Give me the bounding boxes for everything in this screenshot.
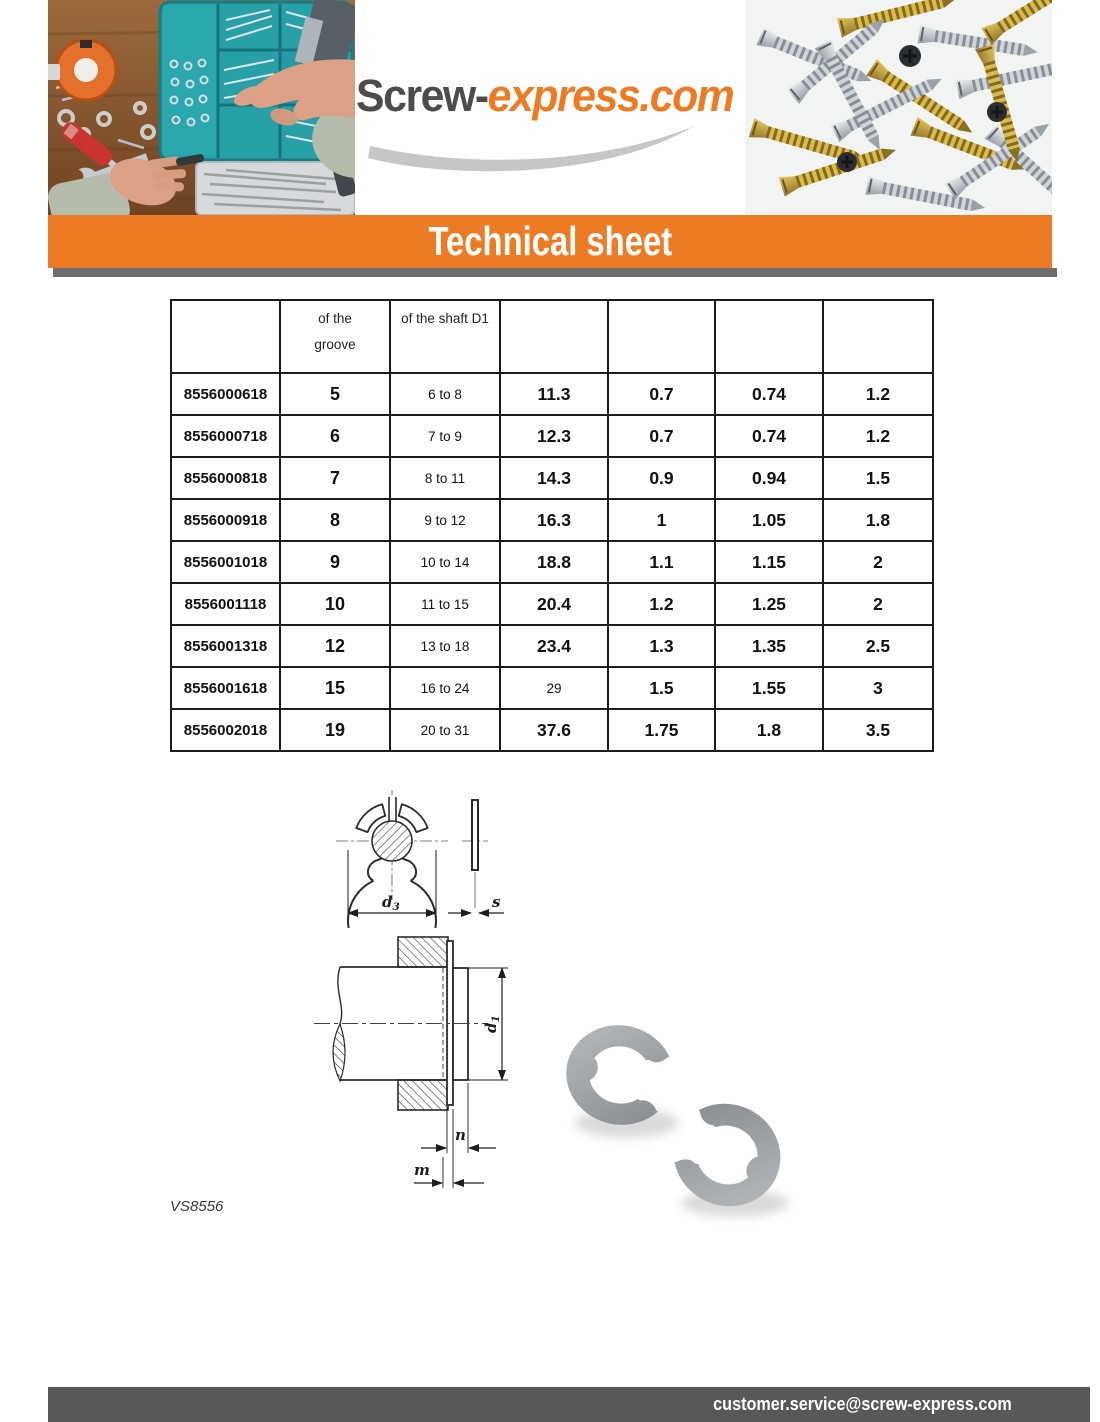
part-number-cell: 8556002018 [171, 709, 280, 751]
value-cell: 1.8 [715, 709, 823, 751]
reference-code: VS8556 [170, 1198, 224, 1215]
eclip-1 [547, 1006, 692, 1143]
value-cell: 0.74 [715, 373, 823, 415]
value-cell: 12.3 [500, 415, 608, 457]
part-number-cell: 8556000618 [171, 373, 280, 415]
table-row [171, 415, 933, 457]
groove-cell: 12 [280, 625, 390, 667]
shaft-range-cell: 9 to 12 [390, 499, 500, 541]
shaft-range-cell: 20 to 31 [390, 709, 500, 751]
table-row [171, 625, 933, 667]
value-cell: 18.8 [500, 541, 608, 583]
groove-cell: 19 [280, 709, 390, 751]
logo-text-orange: express.com [487, 70, 734, 121]
value-cell: 1.35 [715, 625, 823, 667]
part-number-cell: 8556000918 [171, 499, 280, 541]
logo [356, 70, 746, 180]
shaft-section-drawing [300, 935, 540, 1205]
value-cell: 1.25 [715, 583, 823, 625]
groove-cell: 5 [280, 373, 390, 415]
value-cell: 0.74 [715, 415, 823, 457]
shaft-range-cell: 6 to 8 [390, 373, 500, 415]
value-cell: 1.5 [823, 457, 933, 499]
header-cell-empty [171, 300, 280, 373]
groove-cell: 15 [280, 667, 390, 709]
header-cell-empty [715, 300, 823, 373]
table-row [171, 373, 933, 415]
part-number-cell: 8556000718 [171, 415, 280, 457]
value-cell: 3 [823, 667, 933, 709]
groove-cell: 8 [280, 499, 390, 541]
value-cell: 0.7 [608, 415, 715, 457]
value-cell: 1.75 [608, 709, 715, 751]
dim-label-d3: $d_3$ [382, 893, 400, 913]
part-number-cell: 8556001318 [171, 625, 280, 667]
table-header-row [171, 300, 933, 373]
part-number-cell: 8556001018 [171, 541, 280, 583]
shaft-range-cell: 13 to 18 [390, 625, 500, 667]
shaft-range-cell: 11 to 15 [390, 583, 500, 625]
header-cell-empty [823, 300, 933, 373]
logo-text-gray: Screw- [356, 70, 488, 121]
shaft-range-cell: 7 to 9 [390, 415, 500, 457]
dimensions-table [170, 299, 934, 752]
logo-swoosh [368, 124, 698, 174]
dim-label-d1: $d_1$ [482, 1015, 502, 1033]
dim-label-m: m [414, 1161, 430, 1179]
shaft-range-cell: 8 to 11 [390, 457, 500, 499]
table-row [171, 499, 933, 541]
table-row [171, 667, 933, 709]
header-cell-groove: of the groove [280, 300, 390, 373]
part-number-cell: 8556001618 [171, 667, 280, 709]
shaft-range-cell: 10 to 14 [390, 541, 500, 583]
eclip-front-view-drawing [312, 788, 527, 928]
value-cell: 29 [500, 667, 608, 709]
table-row [171, 457, 933, 499]
table-row [171, 541, 933, 583]
header-cell-shaft: of the shaft D1 [390, 300, 500, 373]
value-cell: 1.3 [608, 625, 715, 667]
value-cell: 0.94 [715, 457, 823, 499]
value-cell: 1.5 [608, 667, 715, 709]
value-cell: 3.5 [823, 709, 933, 751]
value-cell: 1.05 [715, 499, 823, 541]
banner-shadow-strip [53, 268, 1057, 277]
part-number-cell: 8556001118 [171, 583, 280, 625]
dim-label-n: n [455, 1126, 466, 1144]
value-cell: 0.9 [608, 457, 715, 499]
value-cell: 2 [823, 541, 933, 583]
header-cell-empty [608, 300, 715, 373]
header-cell-empty [500, 300, 608, 373]
footer-bar [48, 1387, 1090, 1422]
dim-label-s: s [492, 893, 501, 911]
table-row [171, 583, 933, 625]
groove-cell: 6 [280, 415, 390, 457]
value-cell: 2 [823, 583, 933, 625]
groove-cell: 7 [280, 457, 390, 499]
value-cell: 1.1 [608, 541, 715, 583]
value-cell: 23.4 [500, 625, 608, 667]
workbench-photo [48, 0, 355, 215]
value-cell: 37.6 [500, 709, 608, 751]
groove-cell: 9 [280, 541, 390, 583]
value-cell: 1.15 [715, 541, 823, 583]
value-cell: 11.3 [500, 373, 608, 415]
shaft-range-cell: 16 to 24 [390, 667, 500, 709]
eclips-product-photo [545, 1005, 805, 1230]
table-row [171, 709, 933, 751]
value-cell: 0.7 [608, 373, 715, 415]
value-cell: 1 [608, 499, 715, 541]
value-cell: 1.2 [823, 415, 933, 457]
value-cell: 20.4 [500, 583, 608, 625]
value-cell: 1.8 [823, 499, 933, 541]
page-title: Technical sheet [428, 218, 672, 264]
contact-email: customer.service@screw-express.com [713, 1394, 1012, 1414]
value-cell: 16.3 [500, 499, 608, 541]
screws-photo [745, 0, 1052, 215]
part-number-cell: 8556000818 [171, 457, 280, 499]
value-cell: 2.5 [823, 625, 933, 667]
value-cell: 1.2 [608, 583, 715, 625]
value-cell: 1.2 [823, 373, 933, 415]
title-banner [48, 215, 1052, 268]
groove-cell: 10 [280, 583, 390, 625]
value-cell: 1.55 [715, 667, 823, 709]
value-cell: 14.3 [500, 457, 608, 499]
